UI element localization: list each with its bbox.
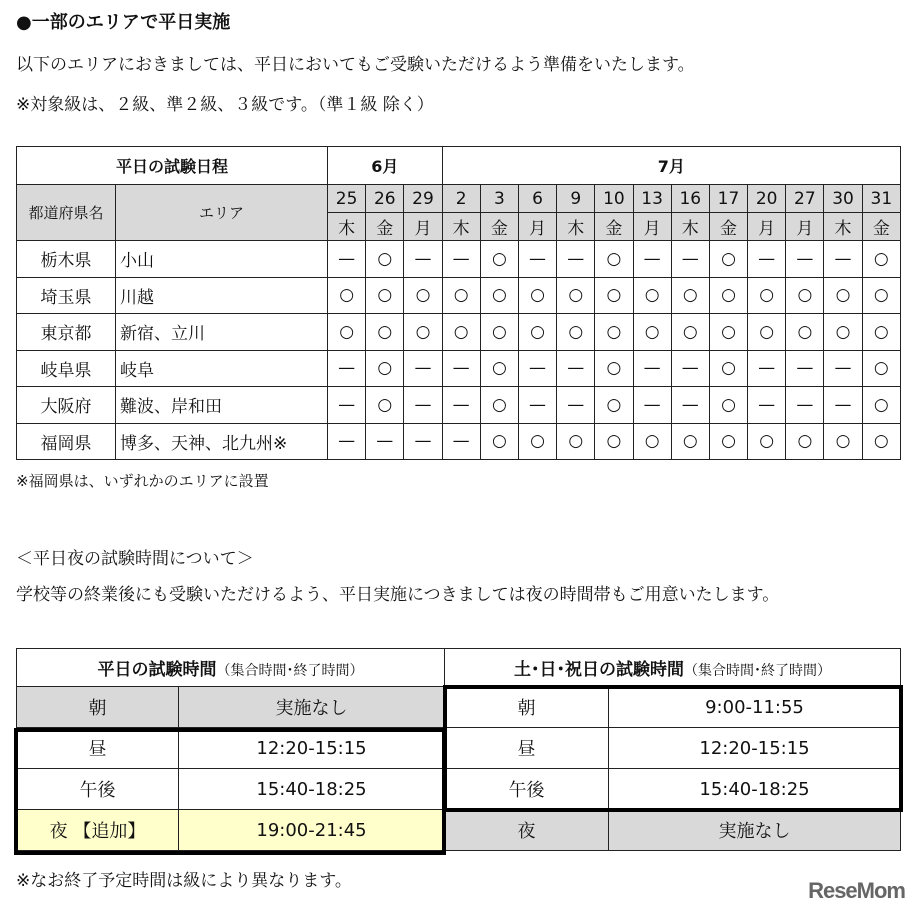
weekday-cell: 木: [671, 213, 709, 241]
availability-cell: ○: [709, 314, 747, 351]
availability-cell: ○: [709, 277, 747, 314]
schedule-title: 平日の試験日程: [17, 147, 328, 185]
time-row: [17, 810, 901, 851]
weekday-cell: 金: [862, 213, 900, 241]
availability-cell: ○: [709, 387, 747, 424]
availability-cell: ○: [862, 241, 900, 278]
availability-cell: —: [786, 241, 824, 278]
date-cell: 10: [595, 185, 633, 213]
availability-cell: ○: [748, 314, 786, 351]
availability-cell: ○: [480, 314, 518, 351]
availability-cell: ○: [557, 314, 595, 351]
date-cell: 16: [671, 185, 709, 213]
table-row: [17, 277, 901, 314]
area-cell: 岐阜: [116, 350, 328, 387]
date-cell: 26: [366, 185, 404, 213]
availability-cell: —: [518, 350, 556, 387]
weekday-cell: 月: [404, 213, 442, 241]
weekend-time: 実施なし: [609, 810, 901, 851]
date-cell: 6: [518, 185, 556, 213]
availability-cell: —: [404, 423, 442, 460]
date-cell: 9: [557, 185, 595, 213]
date-cell: 31: [862, 185, 900, 213]
availability-cell: —: [328, 423, 366, 460]
weekday-cell: 月: [786, 213, 824, 241]
availability-cell: ○: [480, 423, 518, 460]
schedule-table: [16, 146, 901, 460]
availability-cell: ○: [748, 423, 786, 460]
table-row: [17, 423, 901, 460]
weekday-slot: 夜 【追加】: [17, 810, 179, 851]
area-cell: 川越: [116, 277, 328, 314]
availability-cell: ○: [671, 423, 709, 460]
weekday-cell: 金: [709, 213, 747, 241]
weekday-cell: 木: [824, 213, 862, 241]
area-cell: 小山: [116, 241, 328, 278]
intro-text: 以下のエリアにおきましては、平日においてもご受験いただけるよう準備をいたします。: [16, 55, 695, 75]
weekend-time: 15:40-18:25: [609, 769, 901, 810]
night-text: 学校等の終業後にも受験いただけるよう、平日実施につきましては夜の時間帯もご用意いたします。: [16, 585, 780, 605]
availability-cell: ○: [366, 314, 404, 351]
availability-cell: ○: [786, 277, 824, 314]
weekday-cell: 月: [748, 213, 786, 241]
availability-cell: —: [442, 387, 480, 424]
availability-cell: ○: [824, 314, 862, 351]
availability-cell: —: [328, 241, 366, 278]
target-note: ※対象級は、２級、準２級、３級です。（準１級 除く）: [16, 95, 434, 115]
table-row: [17, 314, 901, 351]
availability-cell: ○: [328, 277, 366, 314]
table-row: [17, 350, 901, 387]
date-cell: 13: [633, 185, 671, 213]
availability-cell: —: [748, 387, 786, 424]
availability-cell: —: [786, 387, 824, 424]
date-cell: 25: [328, 185, 366, 213]
availability-cell: ○: [862, 314, 900, 351]
availability-cell: —: [633, 350, 671, 387]
availability-cell: —: [518, 387, 556, 424]
availability-cell: ○: [480, 387, 518, 424]
availability-cell: ○: [480, 241, 518, 278]
weekday-cell: 木: [557, 213, 595, 241]
availability-cell: ○: [824, 423, 862, 460]
availability-cell: ○: [366, 387, 404, 424]
availability-cell: ○: [595, 277, 633, 314]
availability-cell: ○: [786, 314, 824, 351]
weekday-cell: 月: [633, 213, 671, 241]
availability-cell: ○: [366, 350, 404, 387]
date-cell: 27: [786, 185, 824, 213]
availability-cell: —: [557, 350, 595, 387]
availability-cell: ○: [595, 241, 633, 278]
availability-cell: ○: [748, 277, 786, 314]
weekday-cell: 金: [595, 213, 633, 241]
availability-cell: —: [671, 350, 709, 387]
availability-cell: ○: [366, 277, 404, 314]
prefecture-cell: 福岡県: [17, 423, 116, 460]
availability-cell: —: [328, 387, 366, 424]
availability-cell: —: [442, 241, 480, 278]
availability-cell: ○: [709, 350, 747, 387]
availability-cell: ○: [442, 314, 480, 351]
availability-cell: ○: [557, 423, 595, 460]
pref-header: 都道府県名: [17, 185, 116, 241]
availability-cell: —: [824, 350, 862, 387]
availability-cell: ○: [480, 350, 518, 387]
weekday-time: 実施なし: [179, 687, 445, 728]
availability-cell: ○: [824, 277, 862, 314]
prefecture-cell: 栃木県: [17, 241, 116, 278]
prefecture-cell: 東京都: [17, 314, 116, 351]
weekend-header: 土･日･祝日の試験時間（集合時間･終了時間）: [445, 649, 901, 687]
weekend-slot: 朝: [445, 687, 609, 728]
availability-cell: ○: [671, 314, 709, 351]
availability-cell: ○: [328, 314, 366, 351]
availability-cell: —: [366, 423, 404, 460]
weekday-header: 平日の試験時間（集合時間･終了時間）: [17, 649, 445, 687]
availability-cell: ○: [442, 277, 480, 314]
weekend-slot: 午後: [445, 769, 609, 810]
availability-cell: ○: [709, 423, 747, 460]
time-table: [16, 648, 901, 851]
availability-cell: —: [557, 387, 595, 424]
table-row: [17, 387, 901, 424]
table-row: [17, 241, 901, 278]
area-cell: 新宿、立川: [116, 314, 328, 351]
weekday-time: 15:40-18:25: [179, 769, 445, 810]
availability-cell: —: [518, 241, 556, 278]
availability-cell: ○: [404, 277, 442, 314]
availability-cell: —: [442, 423, 480, 460]
availability-cell: ○: [671, 277, 709, 314]
availability-cell: ○: [518, 423, 556, 460]
availability-cell: —: [824, 241, 862, 278]
availability-cell: ○: [480, 277, 518, 314]
date-cell: 17: [709, 185, 747, 213]
availability-cell: —: [671, 387, 709, 424]
time-row: [17, 687, 901, 728]
time-note: ※なお終了予定時間は級により異なります。: [16, 871, 352, 891]
time-row: [17, 728, 901, 769]
date-cell: 2: [442, 185, 480, 213]
availability-cell: ○: [557, 277, 595, 314]
availability-cell: ○: [709, 241, 747, 278]
availability-cell: ○: [862, 423, 900, 460]
weekday-cell: 金: [480, 213, 518, 241]
weekend-time: 9:00-11:55: [609, 687, 901, 728]
availability-cell: ○: [595, 350, 633, 387]
availability-cell: ○: [595, 387, 633, 424]
area-cell: 博多、天神、北九州※: [116, 423, 328, 460]
area-cell: 難波、岸和田: [116, 387, 328, 424]
availability-cell: —: [442, 350, 480, 387]
weekday-cell: 月: [518, 213, 556, 241]
availability-cell: ○: [366, 241, 404, 278]
month-july: 7月: [442, 147, 900, 185]
date-cell: 30: [824, 185, 862, 213]
availability-cell: ○: [633, 314, 671, 351]
night-title: ＜平日夜の試験時間について＞: [16, 549, 254, 569]
availability-cell: —: [404, 387, 442, 424]
schedule-note: ※福岡県は、いずれかのエリアに設置: [16, 472, 269, 490]
section-title: ●一部のエリアで平日実施: [16, 12, 231, 33]
availability-cell: —: [557, 241, 595, 278]
availability-cell: —: [404, 350, 442, 387]
weekend-time: 12:20-15:15: [609, 728, 901, 769]
month-june: 6月: [328, 147, 443, 185]
weekday-cell: 木: [442, 213, 480, 241]
time-row: [17, 769, 901, 810]
weekend-slot: 夜: [445, 810, 609, 851]
area-header: エリア: [116, 185, 328, 241]
availability-cell: ○: [633, 277, 671, 314]
availability-cell: ○: [633, 423, 671, 460]
weekday-time: 12:20-15:15: [179, 728, 445, 769]
prefecture-cell: 大阪府: [17, 387, 116, 424]
prefecture-cell: 岐阜県: [17, 350, 116, 387]
availability-cell: ○: [595, 314, 633, 351]
availability-cell: ○: [518, 314, 556, 351]
date-cell: 3: [480, 185, 518, 213]
availability-cell: ○: [862, 387, 900, 424]
availability-cell: ○: [518, 277, 556, 314]
availability-cell: —: [633, 241, 671, 278]
availability-cell: —: [748, 350, 786, 387]
prefecture-cell: 埼玉県: [17, 277, 116, 314]
weekday-time: 19:00-21:45: [179, 810, 445, 851]
availability-cell: —: [824, 387, 862, 424]
weekday-slot: 午後: [17, 769, 179, 810]
weekday-cell: 金: [366, 213, 404, 241]
availability-cell: ○: [595, 423, 633, 460]
availability-cell: ○: [786, 423, 824, 460]
date-cell: 20: [748, 185, 786, 213]
availability-cell: —: [633, 387, 671, 424]
availability-cell: —: [671, 241, 709, 278]
availability-cell: ○: [862, 277, 900, 314]
availability-cell: —: [328, 350, 366, 387]
resemom-logo: ReseMom: [808, 878, 905, 903]
weekday-cell: 木: [328, 213, 366, 241]
weekday-slot: 昼: [17, 728, 179, 769]
availability-cell: —: [748, 241, 786, 278]
availability-cell: —: [786, 350, 824, 387]
weekday-slot: 朝: [17, 687, 179, 728]
availability-cell: —: [404, 241, 442, 278]
weekend-slot: 昼: [445, 728, 609, 769]
availability-cell: ○: [862, 350, 900, 387]
date-cell: 29: [404, 185, 442, 213]
availability-cell: ○: [404, 314, 442, 351]
